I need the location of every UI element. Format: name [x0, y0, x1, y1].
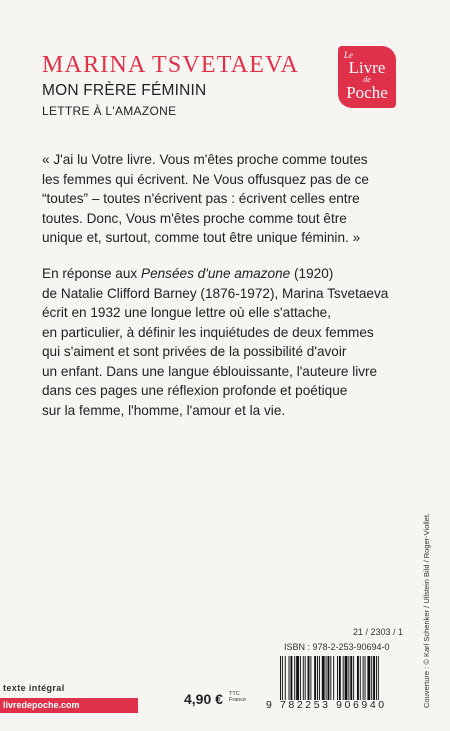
description-line: en particulier, à définir les inquiétudes de deux femmes [42, 324, 374, 340]
barcode-bar [330, 656, 331, 700]
barcode-bar [280, 656, 281, 700]
barcode-bar [350, 656, 352, 700]
description-line: dans ces pages une réflexion profonde et poétique [42, 383, 348, 398]
price: 4,90 € [184, 691, 223, 707]
description-line [42, 264, 422, 284]
author-name: MARINA TSVETAEVA [42, 52, 300, 78]
description-line: de Natalie Clifford Barney (1876-1972), Marina Tsvetaeva [42, 285, 389, 301]
barcode-bar [378, 656, 379, 700]
publisher-website[interactable]: livredepoche.com [0, 698, 138, 713]
barcode-bar [300, 656, 301, 700]
logo-le: Le [344, 50, 353, 60]
book-title: MON FRÈRE FÉMININ [42, 82, 207, 99]
tax-note [229, 691, 246, 703]
description-year: (1920) [290, 266, 334, 281]
barcode [278, 656, 411, 700]
description-intro: En réponse aux [42, 266, 141, 281]
description-block [42, 264, 422, 420]
barcode-bar [289, 656, 290, 700]
logo-livre: Livre [348, 58, 386, 77]
barcode-bar [357, 656, 359, 700]
barcode-bar [363, 656, 364, 700]
barcode-bar [367, 656, 370, 700]
barcode-bar [333, 656, 334, 700]
barcode-bar [337, 656, 338, 700]
texte-integral-label: texte intégral [3, 683, 65, 693]
barcode-bar [376, 656, 377, 700]
barcode-bar [310, 656, 311, 700]
description-line: qui s'aiment et sont privées de la possibilité d'avoir [42, 344, 347, 359]
barcode-bar [343, 656, 344, 700]
catalog-code: 21 / 2303 / 1 [353, 627, 404, 637]
quote-line: unique et, surtout, comme tout être unique féminin. » [42, 230, 361, 245]
barcode-bar [339, 656, 341, 700]
barcode-bar [371, 656, 372, 700]
quote-line: les femmes qui écrivent. Ne Vous offusquez pas de ce [42, 171, 369, 187]
barcode-bar [326, 656, 327, 700]
barcode-bar [290, 656, 292, 700]
tax-line-france: France [229, 697, 247, 703]
barcode-bar [317, 656, 318, 700]
barcode-bar [296, 656, 299, 700]
livre-de-poche-logo [338, 46, 396, 108]
barcode-bar [294, 656, 295, 700]
isbn: ISBN : 978-2-253-90694-0 [284, 642, 390, 652]
cover-credit: Couverture : © Karl Schenker / Ullstein Bild / Roger-Viollet. [422, 512, 431, 708]
quote-line: « J'ai lu Votre livre. Vous m'êtes proche comme toutes [42, 152, 368, 167]
quote-block [42, 150, 422, 248]
barcode-bar [308, 656, 310, 700]
description-line: écrit en 1932 une longue lettre où elle s'attache, [42, 305, 332, 320]
barcode-bar [319, 656, 320, 700]
barcode-bar [353, 656, 354, 700]
description-line: sur la femme, l'homme, l'amour et la vie. [42, 402, 286, 418]
barcode-bar [345, 656, 348, 700]
barcode-bar [328, 656, 330, 700]
barcode-bar [373, 656, 375, 700]
barcode-bar [360, 656, 361, 700]
quote-line: toutes. Donc, Vous m'êtes proche comme tout être [42, 210, 347, 226]
book-subtitle: LETTRE À L'AMAZONE [42, 104, 177, 118]
barcode-bar [303, 656, 304, 700]
barcode-bar [314, 656, 316, 700]
barcode-graphic [278, 656, 411, 700]
barcode-bar [305, 656, 306, 700]
barcode-bar [322, 656, 325, 700]
logo-poche: Poche [346, 83, 388, 102]
referenced-book-title: Pensées d'une amazone [141, 266, 291, 281]
description-line: un enfant. Dans une langue éblouissante, l'auteure livre [42, 363, 378, 379]
barcode-bar [365, 656, 366, 700]
barcode-bar [285, 656, 286, 700]
tax-line-ttc: TTC [229, 691, 240, 697]
barcode-bar [282, 656, 283, 700]
barcode-bar [348, 656, 349, 700]
barcode-digits: 9 782253 906940 [266, 699, 387, 711]
logo-de: de [363, 75, 371, 84]
quote-line: “toutes” – toutes n'écrivent pas : écrivent celles entre [42, 191, 360, 206]
